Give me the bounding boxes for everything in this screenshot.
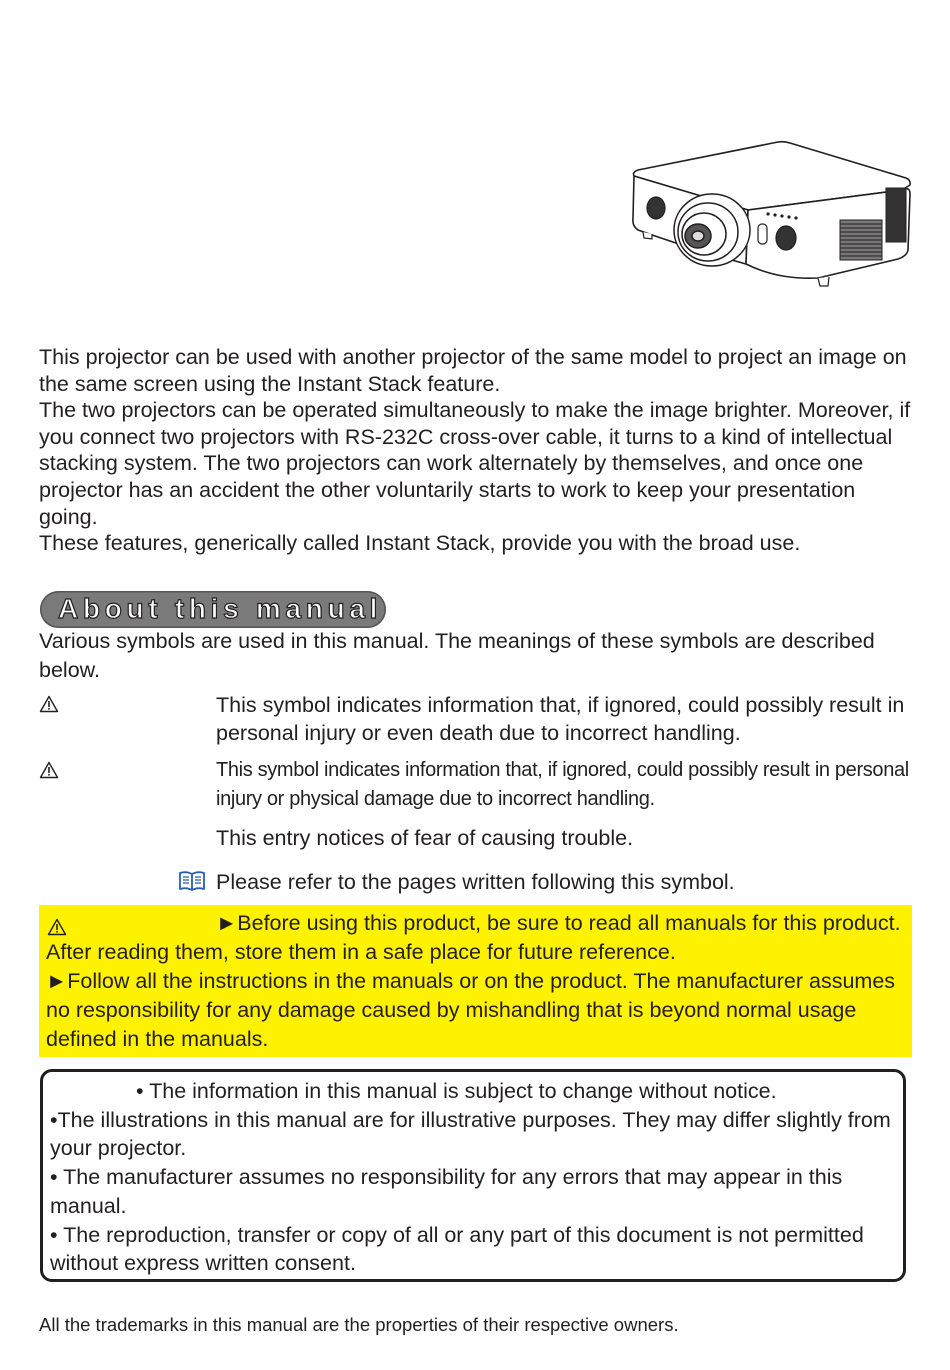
note-item: •The illustrations in this manual are for illustrative purposes. They may differ slightly from your projector. (50, 1107, 891, 1161)
warning-paragraph: ►Follow all the instructions in the manuals or on the product. The manufacturer assumes no responsibility for any damage caused by mishandling that is beyond normal usage defined in the manuals. (46, 969, 896, 1051)
warning-triangle-icon (39, 695, 59, 713)
section-title: About this manual (58, 593, 383, 624)
symbols-intro: Various symbols are used in this manual. The meanings of these symbols are described below. (39, 629, 875, 682)
symbol-row-reference (39, 868, 914, 898)
note-item: • The information in this manual is subject to change without notice. (136, 1079, 777, 1103)
book-icon (178, 870, 206, 892)
warning-box (39, 905, 912, 1057)
intro-text (39, 344, 919, 557)
intro-paragraph: This projector can be used with another projector of the same model to project an image on the same screen using the Instant Stack feature. (39, 345, 907, 396)
trademark-footer: All the trademarks in this manual are the properties of their respective owners. (39, 1314, 679, 1335)
intro-paragraph: These features, generically called Instant Stack, provide you with the broad use. (39, 531, 801, 556)
section-heading (40, 591, 386, 628)
note-box (40, 1069, 906, 1282)
note-item: • The reproduction, transfer or copy of all or any part of this document is not permitted without express written consent. (50, 1222, 864, 1276)
symbol-row-warning (39, 691, 914, 747)
note-item: • The manufacturer assumes no responsibility for any errors that may appear in this manual. (50, 1165, 843, 1218)
projector-illustration (628, 138, 918, 298)
intro-paragraph: The two projectors can be operated simultaneously to make the image brighter. Moreover, if you connect two projectors with RS-232C cross-over cable, it turns to a kind of intellectual stacking system. The two projectors can work alternately by themselves, and once one projector has an accident the other voluntarily starts to work to keep your presentation going. (39, 398, 911, 529)
warning-paragraph: ►Before using this product, be sure to read all manuals for this product. After reading them, store them in a safe place for future reference. (46, 911, 901, 964)
note-box-text (50, 1077, 900, 1278)
symbol-row-caution (39, 756, 914, 814)
symbol-description: Please refer to the pages written following this symbol. (216, 870, 735, 894)
warning-box-text (46, 909, 908, 1054)
symbol-row-notice (39, 824, 914, 854)
caution-triangle-icon (39, 761, 59, 779)
symbol-description: This symbol indicates information that, if ignored, could possibly result in personal injury or physical damage due to incorrect handling. (216, 759, 909, 810)
symbol-description: This symbol indicates information that, if ignored, could possibly result in personal injury or even death due to incorrect handling. (216, 693, 905, 745)
symbol-description: This entry notices of fear of causing trouble. (216, 826, 634, 850)
